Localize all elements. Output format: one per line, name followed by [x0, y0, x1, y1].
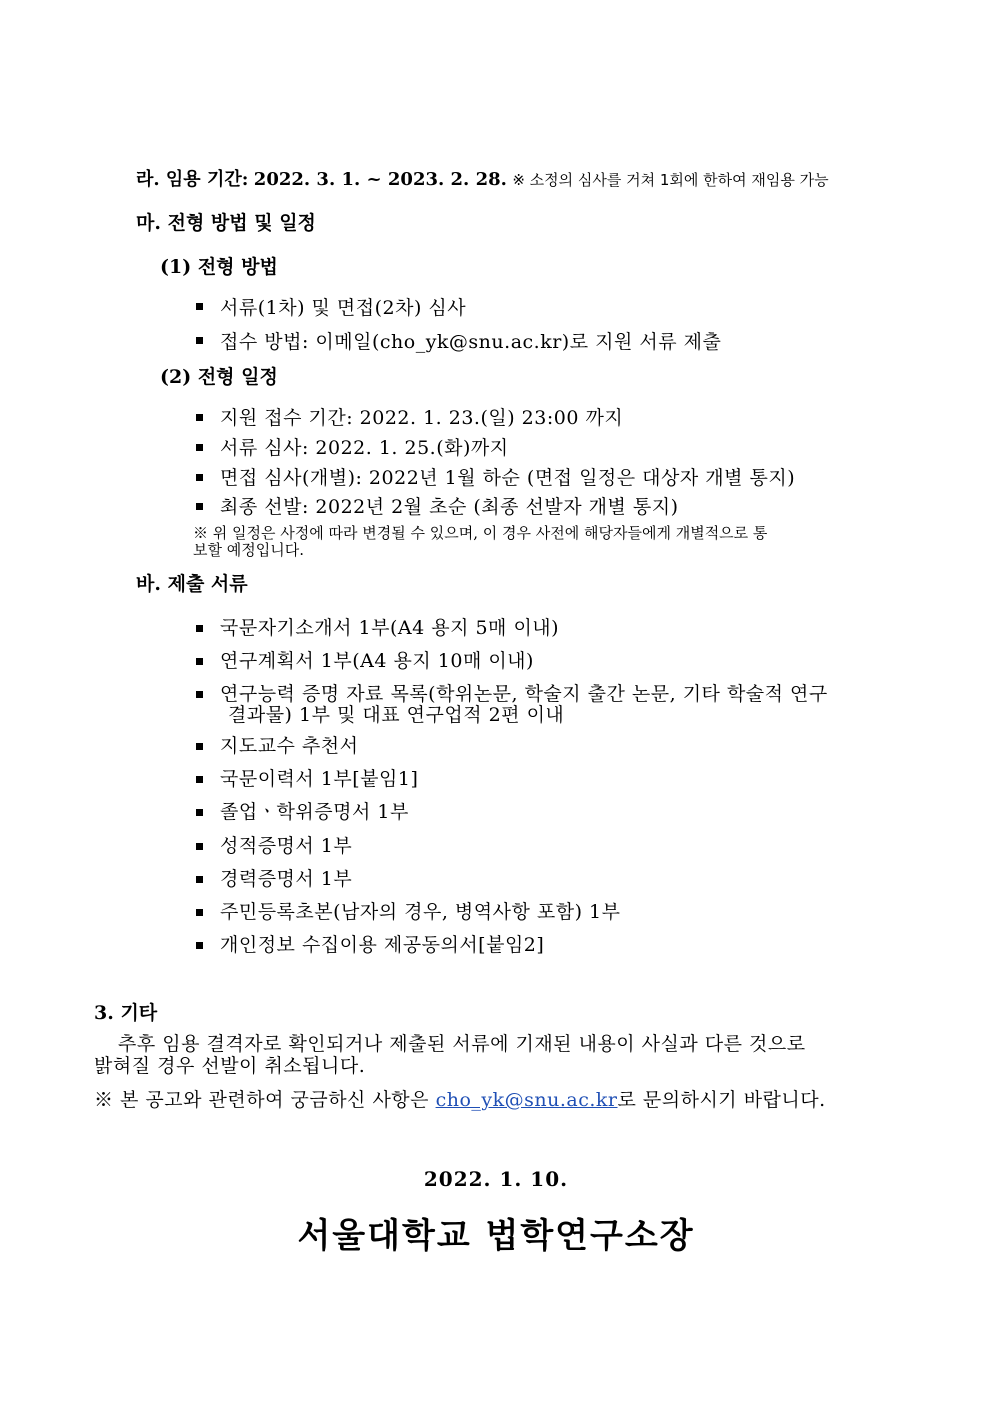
bullet-icon — [196, 444, 203, 451]
schedule-item-1: 지원 접수 기간: 2022. 1. 23.(일) 23:00 까지 — [220, 407, 624, 429]
selection-section-title: 마. 전형 방법 및 일정 — [136, 212, 316, 234]
bullet-icon — [196, 625, 203, 632]
document-item-3: 연구능력 증명 자료 목록(학위논문, 학술지 출간 논문, 기타 학술적 연구 — [220, 683, 828, 705]
selection-method-title: (1) 전형 방법 — [160, 256, 278, 278]
method-item-2: 접수 방법: 이메일(cho_yk@snu.ac.kr)로 지원 서류 제출 — [220, 331, 722, 353]
document-item-6: 졸업ㆍ학위증명서 1부 — [220, 801, 409, 823]
bullet-icon — [196, 942, 203, 949]
schedule-item-3: 면접 심사(개별): 2022년 1월 하순 (면접 일정은 대상자 개별 통지) — [220, 467, 796, 489]
employment-period-line — [136, 165, 829, 191]
document-item-8: 경력증명서 1부 — [220, 868, 353, 890]
misc-paragraph-line-2: 밝혀질 경우 선발이 취소됩니다. — [94, 1055, 366, 1077]
schedule-note-line-2: 보할 예정입니다. — [193, 541, 304, 559]
schedule-item-4: 최종 선발: 2022년 2월 초순 (최종 선발자 개별 통지) — [220, 496, 679, 518]
contact-prefix: ※ 본 공고와 관련하여 궁금하신 사항은 — [94, 1089, 430, 1111]
contact-line — [94, 1085, 826, 1112]
reappointment-note: ※ 소정의 심사를 거쳐 1회에 한하여 재임용 가능 — [512, 171, 829, 189]
bullet-icon — [196, 474, 203, 481]
method-item-1: 서류(1차) 및 면접(2차) 심사 — [220, 297, 467, 319]
employment-period-value: 2022. 3. 1. ~ 2023. 2. 28. — [253, 169, 507, 190]
document-item-4: 지도교수 추천서 — [220, 735, 359, 757]
misc-section-title: 3. 기타 — [94, 1002, 158, 1024]
bullet-icon — [196, 909, 203, 916]
bullet-icon — [196, 843, 203, 850]
bullet-icon — [196, 743, 203, 750]
document-item-9: 주민등록초본(남자의 경우, 병역사항 포함) 1부 — [220, 901, 621, 923]
bullet-icon — [196, 776, 203, 783]
documents-section-title: 바. 제출 서류 — [136, 573, 248, 595]
contact-email-link[interactable]: cho_yk@snu.ac.kr — [435, 1089, 618, 1111]
issuer-signature: 서울대학교 법학연구소장 — [297, 1216, 695, 1256]
misc-paragraph-line-1: 추후 임용 결격자로 확인되거나 제출된 서류에 기재된 내용이 사실과 다른 것으로 — [118, 1033, 806, 1055]
bullet-icon — [196, 303, 203, 310]
schedule-item-2: 서류 심사: 2022. 1. 25.(화)까지 — [220, 437, 509, 459]
bullet-icon — [196, 691, 203, 698]
bullet-icon — [196, 503, 203, 510]
bullet-icon — [196, 337, 203, 344]
document-item-1: 국문자기소개서 1부(A4 용지 5매 이내) — [220, 617, 560, 639]
selection-schedule-title: (2) 전형 일정 — [160, 366, 278, 388]
document-item-2: 연구계획서 1부(A4 용지 10매 이내) — [220, 650, 534, 672]
document-item-10: 개인정보 수집이용 제공동의서[붙임2] — [220, 934, 545, 956]
bullet-icon — [196, 876, 203, 883]
bullet-icon — [196, 658, 203, 665]
document-item-5: 국문이력서 1부[붙임1] — [220, 768, 419, 790]
contact-suffix: 로 문의하시기 바랍니다. — [617, 1089, 826, 1111]
document-item-3-continued: 결과물) 1부 및 대표 연구업적 2편 이내 — [228, 704, 565, 726]
schedule-note-line-1: ※ 위 일정은 사정에 따라 변경될 수 있으며, 이 경우 사전에 해당자들에게 개별적으로 통 — [193, 524, 768, 542]
document-item-7: 성적증명서 1부 — [220, 835, 353, 857]
employment-period-label: 라. 임용 기간: — [136, 169, 249, 190]
announcement-date: 2022. 1. 10. — [423, 1167, 569, 1191]
bullet-icon — [196, 809, 203, 816]
bullet-icon — [196, 414, 203, 421]
